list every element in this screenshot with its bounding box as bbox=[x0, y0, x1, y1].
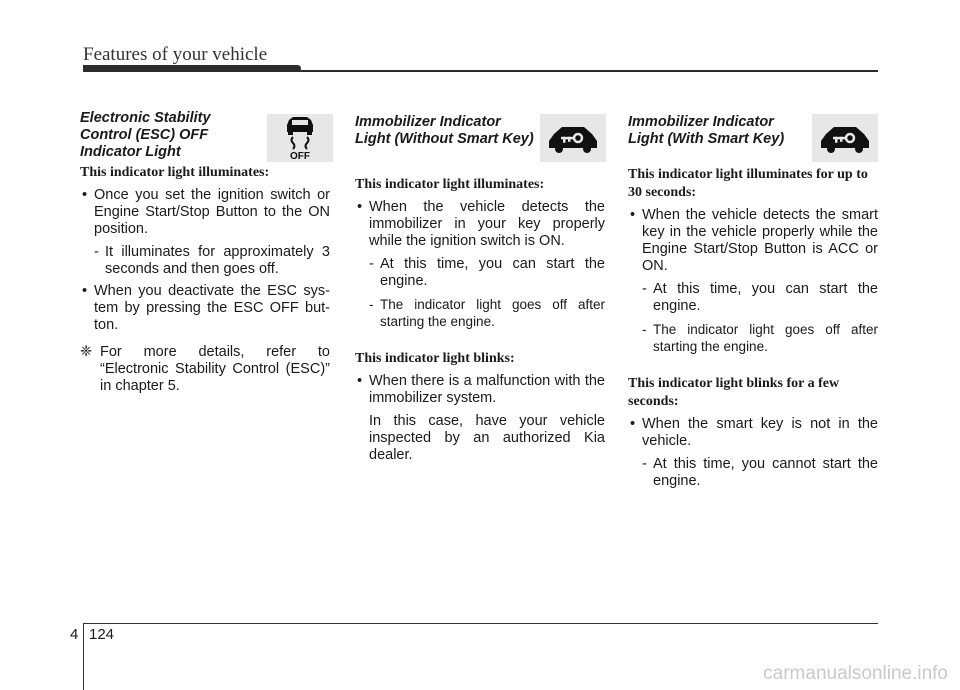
bullet-text: When there is a malfunction with the immobilizer system. bbox=[369, 373, 605, 406]
immobilizer-with-smart-key-section bbox=[628, 110, 878, 490]
subheading: This indicator light illuminates for up to 30 seconds: bbox=[628, 167, 868, 200]
title-line: Light (With Smart Key) bbox=[628, 131, 785, 147]
esc-off-section bbox=[80, 110, 330, 395]
bullet-text: Once you set the ignition switch or Engine Start/Stop Button to the ON position. bbox=[94, 187, 330, 237]
dash-text: At this time, you can start the engine. bbox=[653, 281, 878, 314]
page-number: 124 bbox=[89, 626, 115, 643]
dash-text: At this time, you cannot start the engine. bbox=[653, 456, 878, 489]
footer-divider bbox=[83, 623, 84, 690]
dash-text: The indicator light goes off after starting the engine. bbox=[380, 297, 605, 329]
title-line: Control (ESC) OFF bbox=[80, 127, 209, 143]
bullet-dot: • bbox=[630, 416, 636, 432]
dash-text: At this time, you can start the engine. bbox=[380, 256, 605, 289]
subheading: This indicator light blinks: bbox=[355, 351, 515, 366]
dash-text: The indicator light goes off after starting the engine. bbox=[653, 322, 878, 354]
note-mark: ❈ bbox=[80, 344, 93, 360]
dash-item bbox=[628, 321, 878, 355]
bullet-item bbox=[80, 283, 330, 334]
header-rule bbox=[83, 70, 878, 72]
immobilizer-without-smart-key-section bbox=[355, 110, 605, 464]
title-line: Light (Without Smart Key) bbox=[355, 131, 534, 147]
chapter-number: 4 bbox=[70, 626, 79, 643]
watermark: carmanualsonline.info bbox=[763, 663, 948, 684]
subheading: This indicator light blinks for a few seconds: bbox=[628, 376, 840, 409]
immobilizer-car-key-icon bbox=[540, 114, 606, 162]
subheading: This indicator light illuminates: bbox=[355, 177, 545, 192]
bullet-dot: • bbox=[82, 283, 88, 299]
dash-text: It illuminates for approximately 3 seconds and then goes off. bbox=[105, 244, 330, 277]
dash-item bbox=[628, 281, 878, 315]
bullet-dot: • bbox=[630, 207, 636, 223]
note-text: For more details, refer to “Electronic Stability Control (ESC)” in chapter 5. bbox=[100, 344, 330, 394]
dash-mark: - bbox=[642, 322, 647, 337]
bullet-item bbox=[355, 199, 605, 250]
dash-mark: - bbox=[369, 256, 374, 272]
dash-item bbox=[80, 244, 330, 278]
dash-mark: - bbox=[369, 297, 374, 312]
smart-key-car-key-icon bbox=[812, 114, 878, 162]
dash-mark: - bbox=[642, 281, 647, 297]
note bbox=[80, 344, 330, 395]
esc-off-car-skid-icon bbox=[267, 114, 333, 162]
bullet-dot: • bbox=[357, 199, 363, 215]
dash-item bbox=[628, 456, 878, 490]
subheading: This indicator light illuminates: bbox=[80, 165, 270, 180]
dash-mark: - bbox=[94, 244, 99, 260]
bullet-item bbox=[80, 187, 330, 238]
bullet-item bbox=[355, 373, 605, 407]
bullet-text: When the vehicle detects the immobilizer in your key properly while the ignition switch is ON. bbox=[369, 199, 605, 249]
bullet-text: When the smart key is not in the vehicle. bbox=[642, 416, 878, 449]
esc-off-heading bbox=[80, 110, 330, 164]
dash-item bbox=[355, 256, 605, 290]
title-line: Indicator Light bbox=[80, 144, 181, 160]
dash-item bbox=[355, 296, 605, 330]
bullet-text: When you deactivate the ESC sys-tem by pressing the ESC OFF but-ton. bbox=[94, 283, 330, 333]
paragraph: In this case, have your vehicle inspected by an authorized Kia dealer. bbox=[369, 413, 605, 463]
header-title: Features of your vehicle bbox=[83, 44, 268, 65]
bullet-item bbox=[628, 416, 878, 450]
smart-key-heading bbox=[628, 110, 878, 166]
title-line: Electronic Stability bbox=[80, 110, 211, 126]
dash-mark: - bbox=[642, 456, 647, 472]
bullet-text: When the vehicle detects the smart key in the vehicle properly while the Engine Start/Stop Button is ACC or ON. bbox=[642, 207, 878, 274]
footer-rule bbox=[83, 623, 878, 624]
bullet-item bbox=[628, 207, 878, 275]
bullet-dot: • bbox=[82, 187, 88, 203]
title-line: Immobilizer Indicator bbox=[628, 114, 774, 130]
icon-label: OFF bbox=[290, 151, 310, 160]
immobilizer-heading bbox=[355, 110, 605, 176]
bullet-dot: • bbox=[357, 373, 363, 389]
title-line: Immobilizer Indicator bbox=[355, 114, 501, 130]
